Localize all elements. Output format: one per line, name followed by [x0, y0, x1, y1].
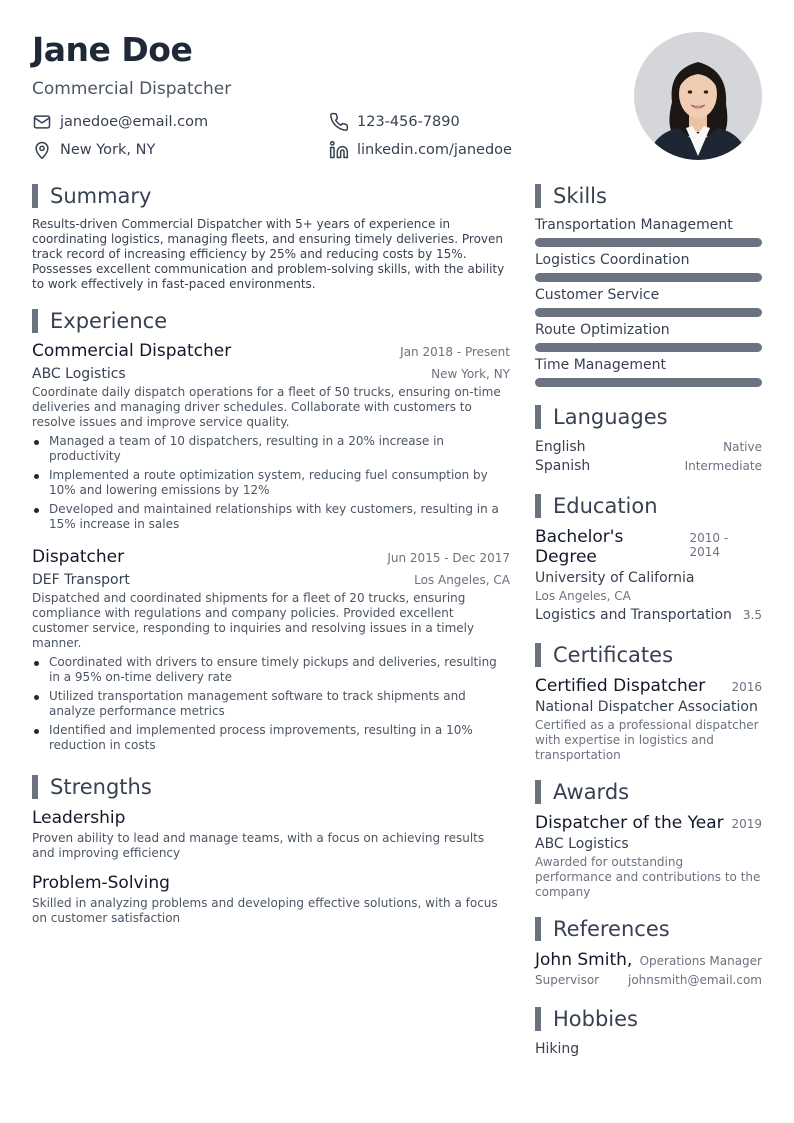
achievement-item: Utilized transportation management software to track shipments and analyze performance metrics	[32, 689, 510, 719]
job-dates: Jun 2015 - Dec 2017	[387, 551, 510, 565]
certificate-header	[535, 676, 762, 696]
skill-item	[535, 322, 762, 352]
side-column	[535, 184, 762, 1057]
experience-title: Experience	[50, 309, 168, 333]
language-item	[535, 458, 762, 474]
awards-section	[535, 780, 762, 900]
phone-icon	[329, 112, 349, 132]
education-heading	[535, 494, 762, 518]
skill-item	[535, 217, 762, 247]
skill-level-bar	[535, 308, 762, 317]
job-achievements	[32, 655, 510, 753]
education-location: Los Angeles, CA	[535, 589, 631, 603]
award-name: Dispatcher of the Year	[535, 813, 724, 833]
experience-heading	[32, 309, 510, 333]
reference-header	[535, 950, 762, 970]
skills-list	[535, 217, 762, 387]
heading-accent-bar	[535, 405, 541, 429]
heading-accent-bar	[535, 1007, 541, 1031]
candidate-title: Commercial Dispatcher	[32, 79, 232, 99]
strength-text: Proven ability to lead and manage teams, with a focus on achieving results and improving efficiency	[32, 831, 485, 860]
reference-name: John Smith,	[535, 950, 633, 970]
education-header	[535, 527, 762, 567]
achievement-item: Managed a team of 10 dispatchers, resulting in a 20% increase in productivity	[32, 434, 510, 464]
job-description: Coordinate daily dispatch operations for a fleet of 50 trucks, ensuring on-time deliveries and managing driver schedules. Collaborate with customers to resolve issues and improve service quality.	[32, 385, 501, 429]
achievement-item: Implemented a route optimization system, reducing fuel consumption by 10% and lowering emissions by 12%	[32, 468, 510, 498]
main-column	[32, 184, 510, 926]
skill-item	[535, 252, 762, 282]
job-entry	[32, 547, 510, 753]
education-title: Education	[553, 494, 658, 518]
achievement-item: Coordinated with drivers to ensure timely pickups and deliveries, resulting in a 95% on-time delivery rate	[32, 655, 510, 685]
job-achievements	[32, 434, 510, 532]
contact-phone[interactable]	[329, 112, 460, 132]
heading-accent-bar	[535, 184, 541, 208]
references-title: References	[553, 917, 670, 941]
job-description: Dispatched and coordinated shipments for a fleet of 20 trucks, ensuring compliance with regulations and company policies. Provided excellent customer service, responding to inquiries and resolving issues in a timely manner.	[32, 591, 475, 650]
heading-accent-bar	[535, 643, 541, 667]
job-entry	[32, 341, 510, 532]
strengths-title: Strengths	[50, 775, 152, 799]
location-pin-icon	[32, 140, 52, 160]
skill-label: Route Optimization	[535, 322, 670, 338]
certificates-heading	[535, 643, 762, 667]
linkedin-icon	[329, 140, 349, 160]
award-year: 2019	[731, 817, 762, 831]
award-header	[535, 813, 762, 833]
language-name: English	[535, 439, 586, 455]
job-title: Dispatcher	[32, 547, 125, 567]
job-company: ABC Logistics	[32, 366, 126, 382]
heading-accent-bar	[32, 775, 38, 799]
heading-accent-bar	[32, 309, 38, 333]
education-section	[535, 494, 762, 623]
education-school: University of California	[535, 570, 695, 586]
skill-level-bar	[535, 238, 762, 247]
education-dates: 2010 - 2014	[689, 531, 729, 559]
reference-details	[535, 973, 762, 987]
hobbies-heading	[535, 1007, 762, 1031]
linkedin-text: linkedin.com/janedoe	[357, 142, 512, 158]
achievement-item: Identified and implemented process improvements, resulting in a 10% reduction in costs	[32, 723, 510, 753]
certificate-issuer: National Dispatcher Association	[535, 699, 758, 715]
language-level: Native	[723, 440, 762, 454]
certificates-section	[535, 643, 762, 763]
award-issuer: ABC Logistics	[535, 836, 629, 852]
contact-location	[32, 140, 155, 160]
certificate-name: Certified Dispatcher	[535, 676, 706, 696]
language-item	[535, 439, 762, 455]
heading-accent-bar	[535, 494, 541, 518]
job-subheader	[32, 366, 510, 382]
strengths-heading	[32, 775, 510, 799]
skill-label: Logistics Coordination	[535, 252, 690, 268]
heading-accent-bar	[535, 917, 541, 941]
skills-heading	[535, 184, 762, 208]
hobby-item: Hiking	[535, 1041, 580, 1057]
achievement-item: Developed and maintained relationships with key customers, resulting in a 15% increase in sales	[32, 502, 510, 532]
contact-email[interactable]	[32, 112, 208, 132]
education-gpa: 3.5	[742, 608, 762, 622]
languages-title: Languages	[553, 405, 668, 429]
heading-accent-bar	[32, 184, 38, 208]
skill-level-bar	[535, 273, 762, 282]
summary-text: Results-driven Commercial Dispatcher with 5+ years of experience in coordinating logistics, managing fleets, and ensuring timely deliveries. Proven track record of increasing efficiency by 25% and reducing costs by 15%. Possesses excellent communication and problem-solving skills, with the ability to work effectively in fast-paced environments.	[32, 217, 505, 291]
reference-relation: Supervisor	[535, 973, 600, 987]
skill-level-bar	[535, 343, 762, 352]
summary-title: Summary	[50, 184, 152, 208]
envelope-icon	[32, 112, 52, 132]
hobbies-title: Hobbies	[553, 1007, 638, 1031]
skill-label: Time Management	[535, 357, 666, 373]
job-location: Los Angeles, CA	[414, 573, 510, 587]
education-field: Logistics and Transportation	[535, 607, 732, 623]
language-name: Spanish	[535, 458, 591, 474]
job-header	[32, 341, 510, 361]
profile-photo	[634, 32, 762, 160]
strength-title: Leadership	[32, 808, 126, 828]
strength-item	[32, 808, 510, 861]
skill-label: Transportation Management	[535, 217, 733, 233]
job-header	[32, 547, 510, 567]
skill-item	[535, 357, 762, 387]
job-subheader	[32, 572, 510, 588]
certificates-title: Certificates	[553, 643, 674, 667]
references-heading	[535, 917, 762, 941]
experience-section	[32, 309, 510, 753]
languages-heading	[535, 405, 762, 429]
job-location: New York, NY	[431, 367, 510, 381]
skill-label: Customer Service	[535, 287, 660, 303]
skill-item	[535, 287, 762, 317]
job-title: Commercial Dispatcher	[32, 341, 232, 361]
email-text: janedoe@email.com	[60, 114, 209, 130]
certificate-year: 2016	[731, 680, 762, 694]
summary-section	[32, 184, 510, 292]
heading-accent-bar	[535, 780, 541, 804]
contact-linkedin[interactable]	[329, 140, 512, 160]
language-level: Intermediate	[684, 459, 762, 473]
education-field-row	[535, 607, 762, 623]
awards-title: Awards	[553, 780, 630, 804]
education-degree: Bachelor's Degree	[535, 527, 624, 567]
references-section	[535, 917, 762, 987]
certificate-description: Certified as a professional dispatcher with expertise in logistics and transportation	[535, 718, 759, 762]
strength-text: Skilled in analyzing problems and developing effective solutions, with a focus on customer satisfaction	[32, 896, 498, 925]
skills-section	[535, 184, 762, 387]
strength-item	[32, 873, 510, 926]
phone-text: 123-456-7890	[357, 114, 460, 130]
award-description: Awarded for outstanding performance and contributions to the company	[535, 855, 761, 899]
reference-role: Operations Manager	[639, 954, 762, 968]
strengths-section	[32, 775, 510, 926]
skills-title: Skills	[553, 184, 607, 208]
hobbies-section	[535, 1007, 762, 1057]
job-dates: Jan 2018 - Present	[400, 345, 510, 359]
summary-heading	[32, 184, 510, 208]
candidate-name: Jane Doe	[32, 30, 193, 69]
skill-level-bar	[535, 378, 762, 387]
reference-email[interactable]: johnsmith@email.com	[627, 973, 762, 987]
strength-title: Problem-Solving	[32, 873, 170, 893]
awards-heading	[535, 780, 762, 804]
location-text: New York, NY	[60, 142, 156, 158]
languages-section	[535, 405, 762, 474]
job-company: DEF Transport	[32, 572, 130, 588]
